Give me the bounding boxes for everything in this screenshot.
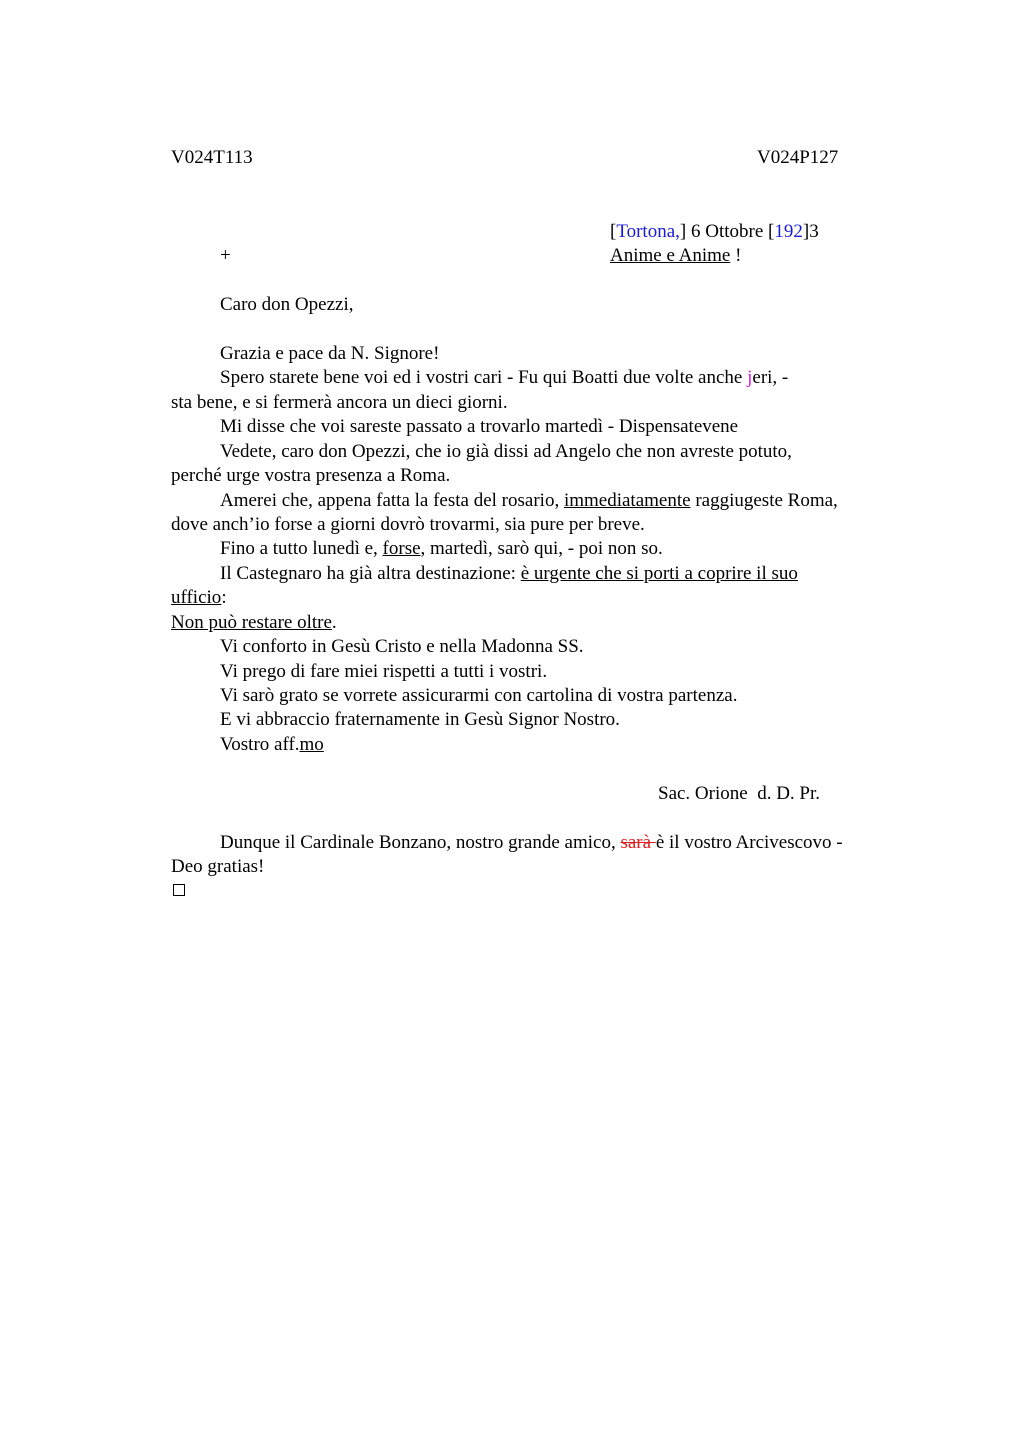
underlined-text: Non può restare oltre [171,612,332,633]
cross-symbol: + [220,245,231,266]
dateline [610,220,819,244]
underlined-text: è urgente che si porti a coprire il suo [520,563,798,584]
body-line: Spero starete bene voi ed i vostri cari - Fu qui Boatti due volte anche jeri, - [220,367,789,388]
bracket: [ [610,221,617,242]
body-line: Vedete, caro don Opezzi, che io già dissi ad Angelo che non avreste potuto, [220,441,792,462]
body-line: Grazia e pace da N. Signore! [220,343,440,364]
deleted-text: sarà [620,832,656,853]
salutation: Caro don Opezzi, [220,294,354,315]
body-line: Vi conforto in Gesù Cristo e nella Madonna SS. [220,636,584,657]
body-line: Vi prego di fare miei rispetti a tutti i vostri. [220,661,548,682]
body-line: sta bene, e si fermerà ancora un dieci giorni. [171,392,508,413]
body-line: Mi disse che voi sareste passato a trovarlo martedì - Dispensatevene [220,416,739,437]
year-prefix: 192 [774,221,803,242]
bracket: ] [802,221,810,242]
date-text: 6 Ottobre [686,221,769,242]
body-line: Non può restare oltre. [171,612,337,633]
bracket: [ [768,221,775,242]
body-line: perché urge vostra presenza a Roma. [171,465,451,486]
body-line: E vi abbraccio fraternamente in Gesù Signor Nostro. [220,709,620,730]
motto [610,244,741,268]
closing-line: Vostro aff.mo [220,734,324,755]
motto-tail: ! [730,245,742,266]
body-line: ufficio: [171,587,227,608]
postscript-line: Deo gratias! [171,856,265,877]
underlined-text: immediatamente [563,490,691,511]
postscript-line: Dunque il Cardinale Bonzano, nostro grande amico, sarà è il vostro Arcivescovo - [220,832,843,853]
body-line: Il Castegnaro ha già altra destinazione: è urgente che si porti a coprire il suo [220,563,798,584]
bracket: ] [679,221,687,242]
underlined-text: forse [382,538,421,559]
signature: Sac. Orione d. D. Pr. [658,783,821,804]
motto-text: Anime e Anime [610,245,731,266]
body-line: Fino a tutto lunedì e, forse, martedì, sarò qui, - poi non so. [220,538,663,559]
year-suffix: 3 [809,221,819,242]
document-code-right: V024P127 [757,147,839,168]
body-line: dove anch’io forse a giorni dovrò trovarmi, sia pure per breve. [171,514,645,535]
body-line: Vi sarò grato se vorrete assicurarmi con cartolina di vostra partenza. [220,685,738,706]
body-line: Amerei che, appena fatta la festa del rosario, immediatamente raggiugeste Roma, [220,490,838,511]
underlined-text: ufficio [171,587,222,608]
underlined-text: mo [299,734,324,755]
end-marker-box [173,884,185,896]
editorial-correction: j [747,367,753,388]
place-name: Tortona, [616,221,680,242]
document-code-left: V024T113 [171,147,253,168]
